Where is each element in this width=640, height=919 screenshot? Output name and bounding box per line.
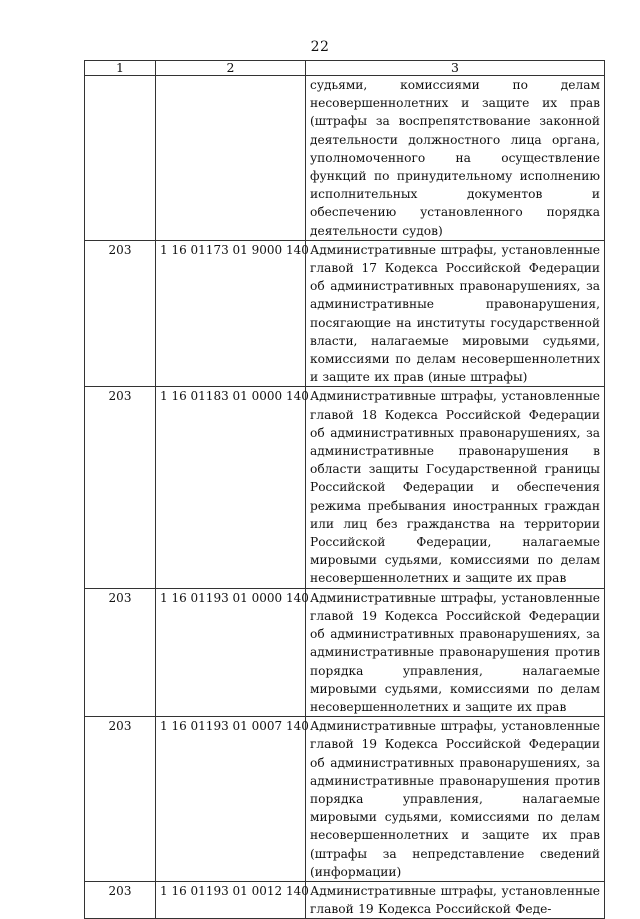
table-row xyxy=(85,240,605,387)
table-row xyxy=(85,588,605,716)
table-header-row xyxy=(85,61,605,76)
description-cell: Административные штрафы, установленные главой 19 Кодекса Российской Федерации об административных правонарушениях, за административные правонарушения против порядка управления, налагаемые мировыми судьями, комиссиями по делам несовершеннолетних и защите их прав xyxy=(306,588,605,716)
admin-code-cell: 203 xyxy=(85,387,156,588)
admin-code-cell xyxy=(85,76,156,241)
description-cell: Административные штрафы, установленные главой 19 Кодекса Российской Феде- xyxy=(306,881,605,918)
kbk-code-cell: 1 16 01173 01 9000 140 xyxy=(156,240,306,387)
admin-code-cell: 203 xyxy=(85,588,156,716)
admin-code-cell: 203 xyxy=(85,717,156,882)
kbk-code-cell xyxy=(156,76,306,241)
column-header: 1 xyxy=(85,61,156,76)
kbk-code-cell: 1 16 01193 01 0007 140 xyxy=(156,717,306,882)
admin-code-cell: 203 xyxy=(85,240,156,387)
table-row xyxy=(85,717,605,882)
column-header: 3 xyxy=(306,61,605,76)
budget-codes-table xyxy=(84,60,605,919)
kbk-code-cell: 1 16 01193 01 0000 140 xyxy=(156,588,306,716)
table-row xyxy=(85,387,605,588)
description-cell: судьями, комиссиями по делам несовершеннолетних и защите их прав (штрафы за воспрепятствование законной деятельности должностного лица органа, уполномоченного на осуществление функций по принудительному исполнению исполнительных документов и обеспечению установленного порядка деятельности судов) xyxy=(306,76,605,241)
kbk-code-cell: 1 16 01183 01 0000 140 xyxy=(156,387,306,588)
description-cell: Административные штрафы, установленные главой 17 Кодекса Российской Федерации об административных правонарушениях, за административные правонарушения, посягающие на институты государственной власти, налагаемые мировыми судьями, комиссиями по делам несовершеннолетних и защите их прав (иные штрафы) xyxy=(306,240,605,387)
kbk-code-cell: 1 16 01193 01 0012 140 xyxy=(156,881,306,918)
description-cell: Административные штрафы, установленные главой 19 Кодекса Российской Федерации об административных правонарушениях, за административные правонарушения против порядка управления, налагаемые мировыми судьями, комиссиями по делам несовершеннолетних и защите их прав (штрафы за непредставление сведений (информации) xyxy=(306,717,605,882)
description-cell: Административные штрафы, установленные главой 18 Кодекса Российской Федерации об административных правонарушениях, за административные правонарушения в области защиты Государственной границы Российской Федерации и обеспечения режима пребывания иностранных граждан или лиц без гражданства на территории Российской Федерации, налагаемые мировыми судьями, комиссиями по делам несовершеннолетних и защите их прав xyxy=(306,387,605,588)
column-header: 2 xyxy=(156,61,306,76)
page-number: 22 xyxy=(310,39,330,55)
admin-code-cell: 203 xyxy=(85,881,156,918)
table-row xyxy=(85,881,605,918)
table-row xyxy=(85,76,605,241)
